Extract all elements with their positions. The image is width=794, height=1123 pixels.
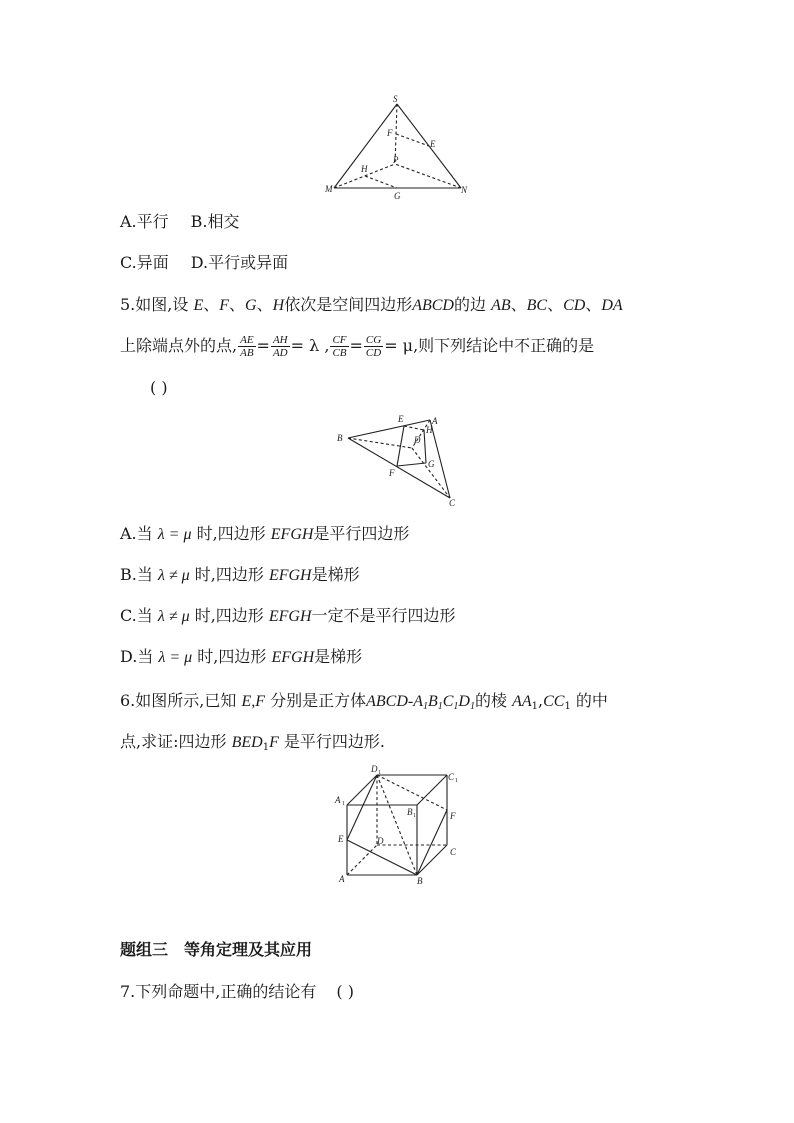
option-quad: EFGH: [268, 567, 312, 584]
fraction-cg-cd: [364, 334, 383, 359]
segment-EH: [404, 426, 424, 430]
q5-var-e: E: [193, 297, 204, 314]
q5-sep: 、: [203, 295, 220, 314]
q4-options-ab: [120, 211, 240, 233]
denominator: CB: [332, 347, 347, 359]
option-text: 是梯形: [314, 647, 363, 666]
q6-text: 分别是正方体: [265, 691, 367, 710]
segment-D1E: [347, 775, 377, 840]
figure-tetrahedron: [320, 92, 480, 204]
subscript: 1: [413, 813, 416, 819]
q6-stem-line2: [120, 731, 385, 759]
subscript: 1: [378, 770, 381, 776]
edge-BC: [417, 845, 447, 875]
subscript: 1: [437, 701, 443, 712]
label-B1: B: [407, 807, 413, 817]
edge-BD: [348, 438, 412, 448]
numerator: CF: [332, 334, 347, 346]
q5-stem-line2: [120, 331, 594, 361]
label-G: G: [428, 459, 435, 469]
q4-options-cd: [120, 252, 288, 274]
label-A: A: [339, 874, 345, 884]
q5-var-bc: BC: [526, 297, 548, 314]
q5-text: 5.如图,设: [120, 295, 194, 314]
option-text: 是梯形: [311, 565, 360, 584]
label-M: M: [325, 184, 333, 194]
q5-stem-line1: [120, 294, 623, 317]
q6-text: 的棱: [474, 691, 513, 710]
q7-text: 7.下列命题中,正确的结论有: [120, 982, 317, 1001]
denominator: AB: [240, 347, 254, 359]
subscript: 1: [564, 701, 571, 712]
q5-var-abcd: ABCD: [412, 297, 454, 314]
figure-spatial-quadrilateral: [332, 410, 462, 508]
subscript: 1: [455, 778, 458, 784]
option-text: 时,四边形: [192, 647, 272, 666]
q5-text: 依次是空间四边形: [284, 295, 413, 314]
label-P: P: [393, 155, 399, 165]
label-E: E: [338, 834, 344, 844]
q5-text: 上除端点外的点,: [120, 336, 238, 355]
equals-lambda: = λ ,: [290, 336, 330, 355]
option-prefix: C.当: [120, 606, 158, 625]
option-text: 时,四边形: [189, 606, 269, 625]
q4-option-c: C.异面: [120, 253, 169, 272]
q5-sep: 、: [585, 295, 602, 314]
numerator: CG: [365, 334, 382, 346]
fraction-ae-ab: [238, 334, 255, 359]
denominator: AD: [272, 347, 288, 359]
label-F: F: [450, 811, 456, 821]
cube-part: C: [442, 693, 454, 710]
q6-var-ef: E,F: [241, 693, 265, 710]
q6-stem-line1: [120, 690, 608, 718]
q6-quad: BED: [231, 734, 263, 751]
q6-text: 6.如图所示,已知: [120, 691, 242, 710]
label-F: F: [387, 128, 393, 138]
q5-text: ,则下列结论中不正确的是: [413, 336, 595, 355]
q5-var-f: F: [219, 297, 230, 314]
q5-sep: 、: [229, 295, 246, 314]
option-prefix: A.当: [120, 524, 158, 543]
label-A1: A: [335, 795, 341, 805]
q5-sep: 、: [256, 295, 273, 314]
cube-part: D: [458, 693, 470, 710]
subscript: 1: [531, 701, 538, 712]
q6-text: 点,求证:四边形: [120, 732, 232, 751]
q5-var-ab: AB: [491, 297, 511, 314]
option-text: 时,四边形: [191, 524, 271, 543]
option-prefix: D.当: [120, 647, 159, 666]
figure-cube: [330, 762, 470, 886]
subscript: 1: [262, 742, 270, 753]
q5-var-g: G: [245, 297, 257, 314]
option-quad: EFGH: [271, 649, 315, 666]
q5-var-cd: CD: [563, 297, 586, 314]
numerator: AH: [272, 334, 288, 346]
q6-text: 的中: [570, 691, 608, 710]
option-quad: EFGH: [268, 608, 312, 625]
edge-AD: [347, 845, 377, 875]
label-D: D: [414, 435, 421, 445]
fraction-cf-cb: [330, 334, 348, 359]
cube-part: ABCD-A: [366, 693, 423, 710]
edge-DC: [412, 448, 450, 498]
label-C: C: [449, 498, 456, 508]
equals: =: [256, 336, 270, 355]
q5-option-c: [120, 605, 456, 628]
q5-sep: 、: [547, 295, 564, 314]
q6-text: 是平行四边形.: [278, 732, 386, 751]
segment-FG: [397, 463, 426, 466]
segment-BF: [417, 810, 447, 875]
label-C1: C: [448, 772, 455, 782]
option-condition: λ = μ: [157, 526, 192, 543]
q4-option-b: B.相交: [190, 212, 240, 231]
numerator: AE: [240, 334, 254, 346]
option-prefix: B.当: [120, 565, 158, 584]
label-E: E: [430, 139, 436, 149]
segment-D1B: [377, 775, 417, 875]
label-G: G: [394, 191, 401, 201]
label-C: C: [450, 847, 457, 857]
section-title-group3: 题组三 等角定理及其应用: [120, 940, 313, 959]
label-F: F: [389, 468, 395, 478]
segment-HG: [365, 176, 397, 188]
option-condition: λ = μ: [158, 649, 193, 666]
option-text: 一定不是平行四边形: [311, 606, 456, 625]
subscript: 1: [342, 801, 345, 807]
q7-stem: [120, 981, 354, 1003]
label-H: H: [426, 425, 433, 435]
edge-C1B1: [417, 775, 447, 805]
q6-edge: AA: [512, 693, 532, 710]
label-S: S: [393, 94, 398, 104]
label-B: B: [417, 876, 423, 886]
q5-option-a: [120, 523, 409, 546]
label-H: H: [361, 164, 368, 174]
option-condition: λ ≠ μ: [157, 567, 190, 584]
cube-part: B: [427, 693, 438, 710]
q5-text: 的边: [453, 295, 492, 314]
q5-var-h: H: [272, 297, 285, 314]
q5-sep: 、: [510, 295, 527, 314]
q4-option-d: D.平行或异面: [190, 253, 289, 272]
q6-quad: F: [269, 734, 279, 751]
denominator: CD: [365, 347, 382, 359]
subscript: 1: [422, 701, 428, 712]
edge-A1D1: [347, 775, 377, 805]
label-D1: D: [371, 764, 378, 774]
equals: =: [349, 336, 363, 355]
q5-option-d: [120, 646, 362, 669]
edge-NP: [395, 164, 461, 188]
label-N: N: [461, 185, 468, 195]
fraction-ah-ad: [271, 334, 290, 359]
q7-answer-paren: ( ): [336, 982, 354, 1001]
q5-option-b: [120, 564, 360, 587]
subscript: 1: [469, 701, 475, 712]
edge-BC: [348, 438, 450, 498]
subscript: 1: [453, 701, 459, 712]
q6-cube-name: [366, 693, 475, 710]
q6-edge: CC: [543, 693, 565, 710]
option-text: 时,四边形: [189, 565, 269, 584]
q6-sep: ,: [538, 691, 544, 710]
option-text: 是平行四边形: [313, 524, 410, 543]
label-E: E: [398, 414, 404, 424]
label-A: A: [432, 416, 438, 426]
label-D: D: [377, 836, 384, 846]
equals-mu: = μ: [384, 336, 414, 355]
option-quad: EFGH: [270, 526, 314, 543]
q5-var-da: DA: [601, 297, 623, 314]
label-B: B: [337, 433, 343, 443]
q4-option-a: A.平行: [120, 212, 169, 231]
option-condition: λ ≠ μ: [157, 608, 190, 625]
q5-answer-paren: ( ): [150, 378, 168, 397]
